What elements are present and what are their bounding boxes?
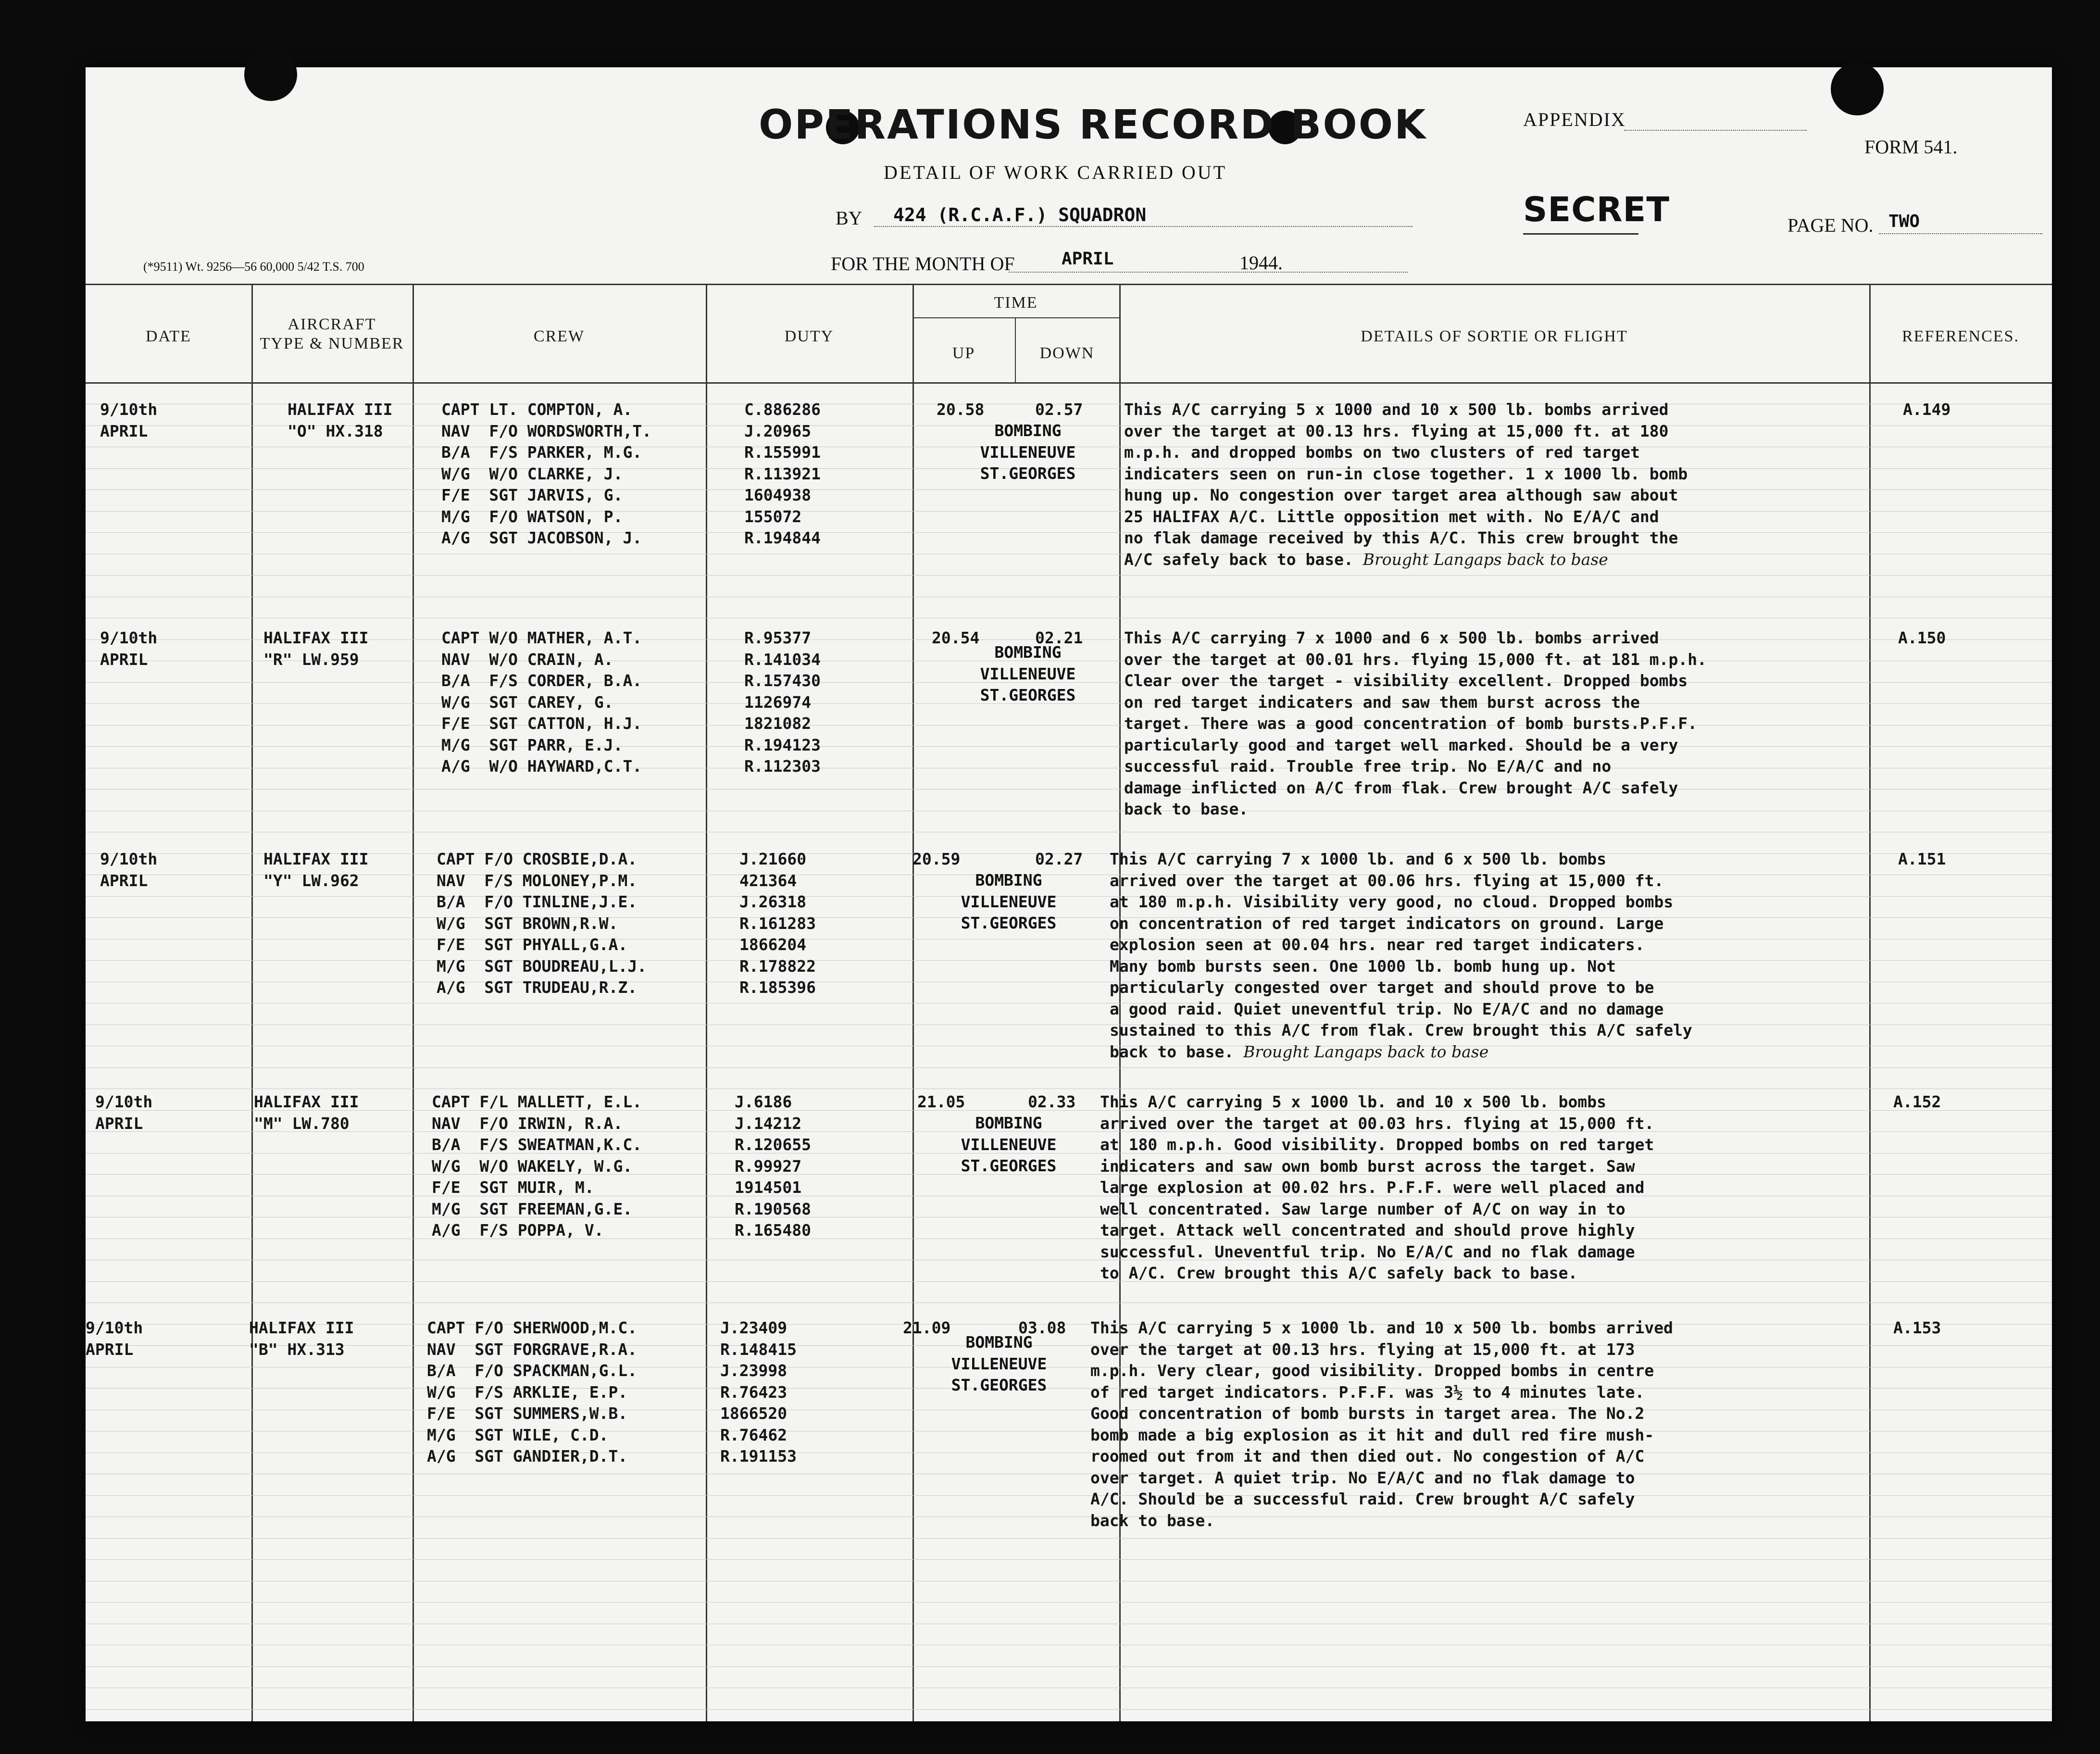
col-details: DETAILS OF SORTIE OR FLIGHT — [1361, 327, 1628, 345]
sortie-date: 9/10th APRIL — [86, 1318, 143, 1359]
ruled-line — [86, 1709, 2052, 1710]
time-up: 21.09 — [903, 1318, 951, 1337]
details-line: damage inflicted on A/C from flak. Crew brought A/C safely — [1124, 778, 1678, 797]
ruled-line — [86, 1602, 2052, 1603]
aircraft-id: HALIFAX III "B" HX.313 — [249, 1318, 354, 1359]
duty-numbers: C.886286 J.20965 R.155991 R.113921 1604938 155072 R.194844 — [744, 400, 821, 547]
by-line — [874, 226, 1412, 227]
duty-numbers: R.95377 R.141034 R.157430 1126974 1821082 R.194123 R.112303 — [744, 628, 821, 776]
aircraft-id: HALIFAX III "Y" LW.962 — [263, 850, 369, 890]
ruled-line — [86, 1559, 2052, 1560]
details-line: particularly congested over target and should prove to be — [1110, 978, 1654, 997]
sortie-date: 9/10th APRIL — [100, 850, 158, 890]
time-divider — [912, 317, 1119, 318]
details-line: back to base. — [1090, 1511, 1215, 1530]
col-time: TIME — [994, 294, 1038, 312]
details-line: particularly good and target well marked. Should be a very — [1124, 735, 1678, 754]
classification-stamp: SECRET — [1523, 190, 1670, 229]
header-divider — [86, 382, 2052, 384]
details-line: on concentration of red target indicators on ground. Large — [1110, 914, 1664, 933]
time-up: 20.58 — [937, 400, 985, 419]
sortie-details — [1124, 627, 1951, 820]
details-line: Good concentration of bomb bursts in target area. The No.2 — [1090, 1404, 1645, 1423]
ruled-line — [86, 1666, 2052, 1667]
squadron-name: 424 (R.C.A.F.) SQUADRON — [893, 204, 1147, 226]
column-divider — [912, 284, 914, 1721]
details-line: This A/C carrying 5 x 1000 lb. and 10 x 500 lb. bombs — [1100, 1092, 1606, 1111]
details-line: This A/C carrying 5 x 1000 lb. and 10 x 500 lb. bombs arrived — [1090, 1318, 1673, 1337]
ruled-line — [86, 575, 2052, 576]
details-line: roomed out from it and then died out. No congestion of A/C — [1090, 1447, 1645, 1466]
column-divider — [251, 284, 253, 1721]
details-line: over the target at 00.13 hrs. flying at 15,000 ft. at 173 — [1090, 1340, 1635, 1359]
target-stamp: BOMBING VILLENEUVE ST.GEORGES — [961, 871, 1057, 932]
col-aircraft: AIRCRAFT TYPE & NUMBER — [260, 315, 404, 352]
details-line: at 180 m.p.h. Good visibility. Dropped bombs on red target — [1100, 1135, 1654, 1154]
details-line: arrived over the target at 00.03 hrs. flying at 15,000 ft. — [1100, 1114, 1654, 1133]
time-up: 20.54 — [932, 628, 980, 647]
aircraft-id: HALIFAX III "M" LW.780 — [254, 1092, 359, 1133]
crew-list: CAPT F/O CROSBIE,D.A. NAV F/S MOLONEY,P.M. B/A F/O TINLINE,J.E. W/G SGT BROWN,R.W. F/E SGT PHYALL,G.A. M/G SGT BOUDREAU,L.J. A/G SGT TRUDEAU,R.Z. — [437, 850, 647, 997]
duty-numbers: J.23409 R.148415 J.23998 R.76423 1866520 R.76462 R.191153 — [720, 1318, 797, 1466]
aircraft-id: HALIFAX III "O" HX.318 — [288, 400, 393, 440]
col-time-up: UP — [952, 344, 975, 362]
details-line: sustained to this A/C from flak. Crew brought this A/C safely — [1110, 1021, 1692, 1040]
duty-numbers: J.21660 421364 J.26318 R.161283 1866204 R.178822 R.185396 — [739, 850, 816, 997]
details-line: target. There was a good concentration of bomb bursts.P.F.F. — [1124, 714, 1698, 733]
reference-number: A.149 — [1903, 400, 1951, 419]
target-stamp: BOMBING VILLENEUVE ST.GEORGES — [980, 421, 1076, 483]
details-line: on red target indicaters and saw them burst across the — [1124, 692, 1640, 712]
details-line: m.p.h. and dropped bombs on two clusters of red target — [1124, 443, 1640, 462]
sortie-details — [1090, 1317, 1917, 1531]
details-line: Clear over the target - visibility excellent. Dropped bombs — [1124, 671, 1688, 690]
month-line — [1009, 272, 1408, 273]
sortie-date: 9/10th APRIL — [100, 400, 158, 440]
details-line: over the target at 00.01 hrs. flying 15,000 ft. at 181 m.p.h. — [1124, 650, 1707, 669]
sortie-date: 9/10th APRIL — [100, 628, 158, 669]
col-date: DATE — [146, 327, 191, 345]
target-stamp: BOMBING VILLENEUVE ST.GEORGES — [980, 643, 1076, 704]
handwritten-note: Brought Langaps back to base — [1362, 550, 1608, 569]
column-divider — [706, 284, 707, 1721]
classification-underline — [1523, 233, 1638, 235]
details-line: back to base. — [1124, 800, 1249, 818]
details-line: A/C safely back to base. Brought Langaps back to base — [1124, 550, 1608, 569]
time-down: 03.08 — [1018, 1318, 1066, 1337]
page-number-line — [1879, 233, 2042, 234]
record-sheet — [86, 67, 2052, 1721]
ruled-line — [86, 1538, 2052, 1539]
col-time-down: DOWN — [1039, 344, 1095, 362]
crew-list: CAPT LT. COMPTON, A. NAV F/O WORDSWORTH,T. B/A F/S PARKER, M.G. W/G W/O CLARKE, J. F/E SGT JARVIS, G. M/G F/O WATSON, P. A/G SGT JACOBSON, J. — [441, 400, 652, 547]
page-title: OPERATIONS RECORD BOOK — [759, 101, 1427, 148]
sortie-date: 9/10th APRIL — [95, 1092, 153, 1133]
year-value: 1944. — [1239, 252, 1283, 274]
time-up: 20.59 — [912, 850, 961, 868]
details-line: over target. A quiet trip. No E/A/C and no flak damage to — [1090, 1468, 1635, 1487]
sortie-details — [1100, 1091, 1927, 1284]
col-references: REFERENCES. — [1902, 327, 2019, 345]
details-line: at 180 m.p.h. Visibility very good, no cloud. Dropped bombs — [1110, 892, 1674, 911]
details-line: arrived over the target at 00.06 hrs. flying at 15,000 ft. — [1110, 871, 1664, 890]
details-line: bomb made a big explosion as it hit and dull red fire mush- — [1090, 1425, 1654, 1444]
handwritten-note: Brought Langaps back to base — [1243, 1042, 1489, 1061]
ruled-line — [86, 1067, 2052, 1068]
column-divider — [412, 284, 414, 1721]
month-label: FOR THE MONTH OF — [831, 253, 1015, 275]
details-line: over the target at 00.13 hrs. flying at 15,000 ft. at 180 — [1124, 421, 1669, 440]
month-value: APRIL — [1062, 249, 1114, 269]
punch-hole — [244, 48, 297, 101]
details-line: This A/C carrying 7 x 1000 and 6 x 500 lb. bombs arrived — [1124, 628, 1659, 647]
duty-numbers: J.6186 J.14212 R.120655 R.99927 1914501 R.190568 R.165480 — [735, 1092, 811, 1240]
print-reference: (*9511) Wt. 9256—56 60,000 5/42 T.S. 700 — [143, 260, 364, 274]
details-line: 25 HALIFAX A/C. Little opposition met with. No E/A/C and — [1124, 507, 1659, 526]
time-down: 02.21 — [1035, 628, 1083, 647]
details-line: successful raid. Trouble free trip. No E/A/C and no — [1124, 757, 1612, 776]
details-line: explosion seen at 00.04 hrs. near red target indicaters. — [1110, 935, 1645, 954]
reference-number: A.150 — [1898, 628, 1946, 647]
target-stamp: BOMBING VILLENEUVE ST.GEORGES — [961, 1114, 1057, 1175]
crew-list: CAPT W/O MATHER, A.T. NAV W/O CRAIN, A. B/A F/S CORDER, B.A. W/G SGT CAREY, G. F/E SGT CATTON, H.J. M/G SGT PARR, E.J. A/G W/O HAYWARD,C.T. — [441, 628, 642, 776]
reference-number: A.152 — [1893, 1092, 1941, 1111]
time-down: 02.33 — [1028, 1092, 1076, 1111]
target-stamp: BOMBING VILLENEUVE ST.GEORGES — [951, 1333, 1047, 1394]
details-line: hung up. No congestion over target area although saw about — [1124, 486, 1678, 504]
time-down: 02.57 — [1035, 400, 1083, 419]
details-line: This A/C carrying 7 x 1000 lb. and 6 x 500 lb. bombs — [1110, 850, 1607, 868]
crew-list: CAPT F/O SHERWOOD,M.C. NAV SGT FORGRAVE,R.A. B/A F/O SPACKMAN,G.L. W/G F/S ARKLIE, E.P. F/E SGT SUMMERS,W.B. M/G SGT WILE, C.D. A/G SGT GANDIER,D.T. — [427, 1318, 638, 1466]
sortie-details — [1124, 399, 1951, 570]
details-line: successful. Uneventful trip. No E/A/C and no flak damage — [1100, 1242, 1635, 1261]
details-line: no flak damage received by this A/C. This crew brought the — [1124, 528, 1678, 547]
sortie-details — [1110, 849, 1937, 1063]
col-duty: DUTY — [784, 327, 834, 345]
details-line: large explosion at 00.02 hrs. P.F.F. were well placed and — [1100, 1178, 1645, 1197]
page-number: TWO — [1888, 212, 1920, 231]
details-line: back to base. Brought Langaps back to base — [1110, 1042, 1489, 1061]
appendix-label: APPENDIX — [1523, 109, 1626, 130]
details-line: Many bomb bursts seen. One 1000 lb. bomb hung up. Not — [1110, 956, 1616, 976]
by-label: BY — [836, 207, 862, 229]
details-line: to A/C. Crew brought this A/C safely back to base. — [1100, 1264, 1578, 1282]
time-down: 02.27 — [1035, 850, 1083, 868]
crew-list: CAPT F/L MALLETT, E.L. NAV F/O IRWIN, R.A. B/A F/S SWEATMAN,K.C. W/G W/O WAKELY, W.G. F/E SGT MUIR, M. M/G SGT FREEMAN,G.E. A/G F/S POPPA, V. — [432, 1092, 642, 1240]
page-subtitle: DETAIL OF WORK CARRIED OUT — [884, 162, 1227, 183]
time-up: 21.05 — [917, 1092, 965, 1111]
page-number-label: PAGE NO. — [1788, 214, 1874, 236]
details-line: target. Attack well concentrated and should prove highly — [1100, 1221, 1635, 1240]
col-crew: CREW — [533, 327, 585, 345]
appendix-line — [1624, 130, 1807, 131]
punch-hole — [1831, 63, 1884, 115]
details-line: of red target indicators. P.F.F. was 3½ to 4 minutes late. — [1090, 1382, 1645, 1402]
reference-number: A.151 — [1898, 850, 1946, 868]
details-line: indicaters seen on run-in close together. 1 x 1000 lb. bomb — [1124, 464, 1688, 483]
form-number: FORM 541. — [1864, 136, 1958, 158]
reference-number: A.153 — [1893, 1318, 1941, 1337]
details-line: well concentrated. Saw large number of A/C on way in to — [1100, 1199, 1625, 1218]
details-line: m.p.h. Very clear, good visibility. Dropped bombs in centre — [1090, 1361, 1654, 1380]
details-line: a good raid. Quiet uneventful trip. No E/A/C and no damage — [1110, 999, 1664, 1018]
details-line: This A/C carrying 5 x 1000 and 10 x 500 lb. bombs arrived — [1124, 400, 1669, 419]
details-line: indicaters and saw own bomb burst across the target. Saw — [1100, 1156, 1635, 1176]
aircraft-id: HALIFAX III "R" LW.959 — [263, 628, 369, 669]
details-line: A/C. Should be a successful raid. Crew brought A/C safely — [1090, 1490, 1635, 1508]
